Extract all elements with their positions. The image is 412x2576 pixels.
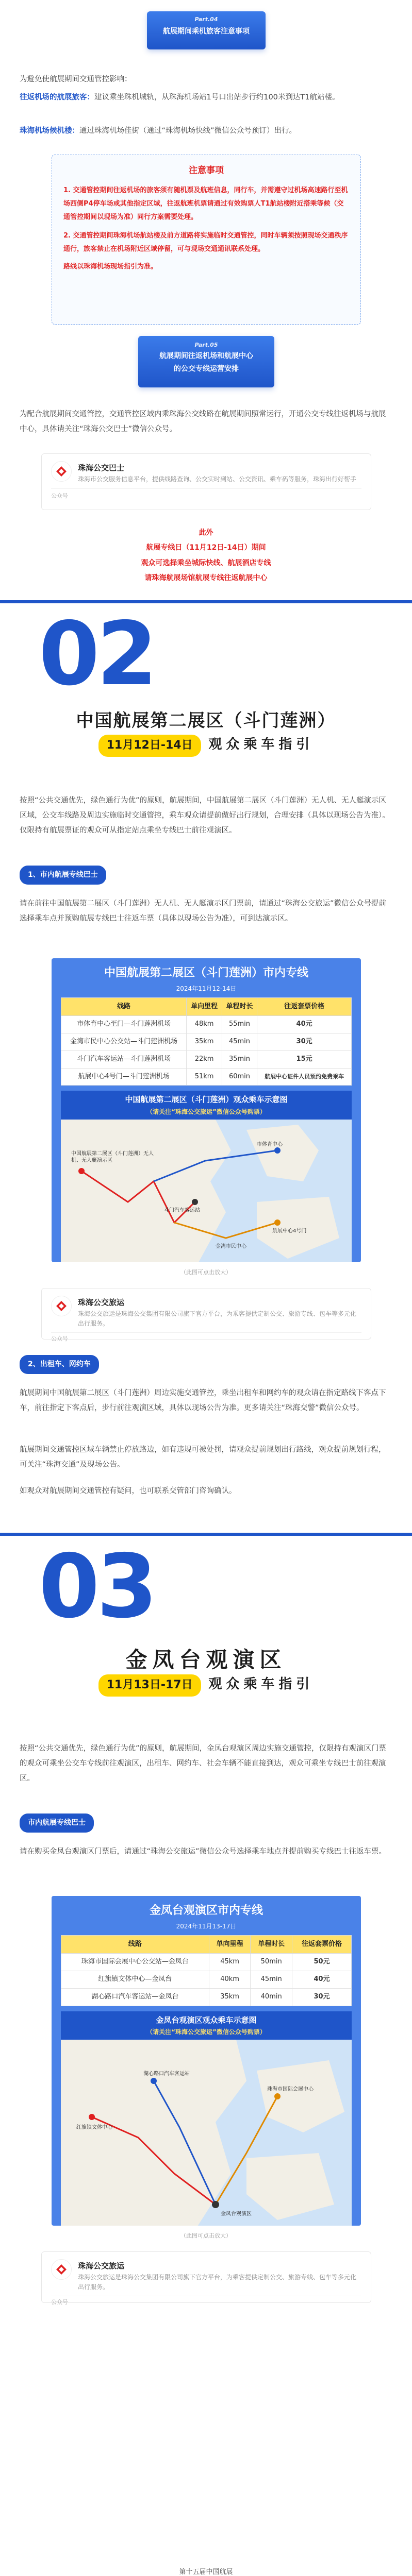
- guide-1-label: 往返机场的航展旅客：: [20, 93, 94, 101]
- account-card-zhuhai-travel-2[interactable]: [41, 2251, 371, 2306]
- section02-para2: 航展期间中国航展第二展区（斗门莲洲）周边实施交通管控，乘坐出租车和网约车的观众请在指定路线下客点下车，前往指定下客点后，步行前往观演区域，具体以现场公告为准。更多请关注“珠海交警”微信公众号。: [20, 1389, 386, 1412]
- section03-chip1-wrap: [20, 1814, 94, 1833]
- section03-map-area: [61, 2040, 352, 2226]
- section03-map-banner-sub: （请关注“珠海公交旅运”微信公众号购票）: [146, 2028, 266, 2036]
- cell: 斗门汽车客运站—斗门莲洲机场: [61, 1050, 187, 1068]
- part05-badge: [138, 336, 274, 387]
- red-notice-4: 请珠海航展场馆航展专线往返航展中心: [144, 574, 268, 583]
- part05-title-2: 的公交专线运营安排: [174, 364, 239, 373]
- cell: 55min: [222, 1016, 257, 1033]
- section02-map-svg: [61, 1120, 352, 1263]
- part05-tag: Part.05: [194, 342, 218, 348]
- cell: 50min: [251, 1954, 292, 1971]
- notice-box: [52, 155, 361, 325]
- table-row: [61, 1988, 352, 2006]
- section03-chip1: 市内航展专线巴士: [20, 1814, 94, 1833]
- col-route: 线路: [61, 1935, 209, 1954]
- guide-1: [0, 90, 412, 105]
- section03-subtitle: 观众乘车指引: [208, 1676, 314, 1692]
- account-name: 珠海公交旅运: [78, 1298, 125, 1307]
- section02-para3: 航展期间交通管控区域车辆禁止停放路边，如有违规可被处罚，请观众提前规划出行路线，观众提前规划行程，可关注“珠海交通”及现场公告。: [20, 1446, 386, 1469]
- section02-map-header: 中国航展第二展区（斗门莲洲）市内专线: [104, 967, 308, 979]
- cell: 45km: [209, 1954, 251, 1971]
- cell: 40元: [292, 1971, 352, 1989]
- section03-caption: （此图可点击放大）: [180, 2232, 232, 2239]
- cell: 金湾市民中心公交站—斗门莲洲机场: [61, 1033, 187, 1051]
- cell: 45min: [251, 1971, 292, 1989]
- map-place-1: 红旗镇文体中心: [76, 2124, 112, 2130]
- part04-tag: Part.04: [194, 16, 218, 23]
- section03-header: [0, 1533, 412, 1698]
- section02-para4: 如观众对航展期间交通管控有疑问，也可联系交管部门咨询确认。: [20, 1487, 237, 1495]
- cell: 30元: [257, 1033, 352, 1051]
- cell: 35km: [209, 1988, 251, 2006]
- cell: 35min: [222, 1050, 257, 1068]
- cell: 红旗镇文体中心—金凤台: [61, 1971, 209, 1989]
- map-place-2: 中国航展第二展区（斗门莲洲）无人机、无人艇演示区: [71, 1150, 154, 1163]
- section02-intro: 按照“公共交通优先，绿色通行为优”的原则，航展期间，中国航展第二展区（斗门莲洲）无人机、无人艇演示区区域，公交车线路及周边实施临时交通管控，乘车观众请提前做好出行规划，合理安排（具体以现场公告为准）。仅限持有航展票证的观众可从指定站点乘坐专线巴士前往观演区。: [20, 796, 390, 835]
- closing-lines: [0, 2566, 412, 2576]
- red-notice: [0, 526, 412, 586]
- cell: 48km: [187, 1016, 222, 1033]
- section02-chip1: 1、市内航展专线巴士: [20, 866, 106, 885]
- cell: 50元: [292, 1954, 352, 1971]
- map-place-1: 市体育中心: [257, 1141, 283, 1147]
- section02-chip1-wrap: [20, 866, 106, 885]
- cell: 40km: [209, 1971, 251, 1989]
- notice-title: 注意事项: [189, 165, 224, 176]
- section03-para1: 请在购买金凤台观演区门票后，请通过“珠海公交旅运”微信公众号选择乘车地点并提前购买专线巴士往返车票。: [20, 1848, 387, 1856]
- zhuhai-travel-logo-icon: [51, 2259, 72, 2280]
- section02-caption: （此图可点击放大）: [180, 1269, 232, 1276]
- part05-paragraph: 为配合航展期间交通管控，交通管控区域内乘珠海公交线路在航展期间照常运行，开通公交专线往返机场与航展中心，具体请关注“珠海公交巴士”微信公众号。: [20, 410, 386, 433]
- section03-title: 金凤台观演区: [125, 1647, 287, 1672]
- zhuhai-bus-logo-icon: [51, 461, 72, 482]
- cell: 40min: [251, 1988, 292, 2006]
- cell: 珠海市国际会展中心公交站—金凤台: [61, 1954, 209, 1971]
- account-footer: 公众号: [51, 488, 361, 501]
- section02-map-banner-sub: （请关注“珠海公交旅运”微信公众号购票）: [146, 1108, 266, 1115]
- col-distance: 单向里程: [209, 1935, 251, 1954]
- guide-2-text: 通过珠海机场佳街（通过“珠海机场快线”微信公众号预订）出行。: [79, 127, 297, 135]
- col-route: 线路: [61, 997, 187, 1016]
- table-row: [61, 1954, 352, 1971]
- part04-title: 航展期间乘机旅客注意事项: [163, 27, 250, 36]
- account-footer: 公众号: [51, 2296, 361, 2307]
- table-row: [61, 1033, 352, 1051]
- red-notice-2: 航展专线日（11月12日-14日）期间: [146, 544, 266, 552]
- section02-subtitle-row: [0, 733, 412, 757]
- notice-item-2: 2. 交通管控期间珠海机场航站楼及前方道路将实施临时交通管控，同时车辆须按照现场交通秩序通行，旅客禁止在机场附近区域停留，可与现场交通通讯联系处理。: [63, 231, 348, 253]
- account-name: 珠海公交旅运: [78, 2261, 125, 2270]
- section02-route-table: [61, 997, 352, 1086]
- cell: 40元: [257, 1016, 352, 1033]
- cell: 航展中心证件人员预约免费乘车: [257, 1068, 352, 1086]
- section03-route-table: [61, 1935, 352, 2006]
- section03-number: 03: [39, 1536, 155, 1638]
- guide-1-text: 建议乘坐珠机城轨，从珠海机场站1号口出站步行约100米到达T1航站楼。: [94, 93, 340, 101]
- col-price: 往返套票价格: [257, 997, 352, 1016]
- guide-2: [0, 124, 412, 139]
- col-duration: 单程时长: [251, 1935, 292, 1954]
- section02-map-banner: [61, 1091, 352, 1119]
- section02-title: 中国航展第二展区（斗门莲洲）: [76, 710, 336, 731]
- section02-map-area: [61, 1120, 352, 1263]
- col-price: 往返套票价格: [292, 1935, 352, 1954]
- part05-title: 航展期间往返机场和航展中心: [159, 352, 253, 361]
- intro-paragraph: 为避免使航展期间交通管控影响：: [20, 75, 132, 83]
- cell: 航展中心4号门—斗门莲洲机场: [61, 1068, 187, 1086]
- zhuhai-travel-logo-icon: [51, 1296, 72, 1316]
- section02-subtitle: 观众乘车指引: [208, 737, 314, 752]
- section02-chip2-wrap: [20, 1355, 99, 1374]
- section03-intro: 按照“公共交通优先，绿色通行为优”的原则，航展期间，金凤台观演区周边实施交通管控，仅限持有观演区门票的观众可乘坐公交车专线前往观演区，出租车、网约车、社会车辆不能直接到达，观众可乘坐专线巴士前往观演区。: [20, 1744, 387, 1783]
- cell: 35km: [187, 1033, 222, 1051]
- section02-dates: 11月12日-14日: [98, 735, 201, 757]
- table-row: [61, 1068, 352, 1086]
- section03-map-banner: [61, 2011, 352, 2040]
- red-notice-3: 观众可选择乘坐城际快线、航展酒店专线: [141, 558, 271, 567]
- notice-item-3: 路线以珠海机场现场指引为准。: [63, 262, 158, 270]
- section03-map-svg: [61, 2040, 352, 2226]
- cell: 15元: [257, 1050, 352, 1068]
- table-row: [61, 1050, 352, 1068]
- notice-item-1: 1. 交通管控期间往返机场的旅客须有随机票及航班信息，同行车，并需遵守过机场高速路行至机场西侧P4停车场或其他指定区域，往返航班机票请通过有效购票人T1航站楼附近搭乘等候（交通管控期间以现场为准）同行方案需要处理。: [63, 186, 348, 221]
- map-place-3: 斗门汽车客运站: [164, 1207, 200, 1213]
- map-place-5: 航展中心4号门: [272, 1228, 307, 1234]
- section03-subtitle-row: [0, 1673, 412, 1697]
- section03-map-card[interactable]: [52, 1896, 361, 2226]
- cell: 22km: [187, 1050, 222, 1068]
- section02-number: 02: [39, 603, 155, 705]
- section02-map-card[interactable]: [52, 958, 361, 1262]
- section03-dates: 11月13日-17日: [98, 1674, 201, 1697]
- cell: 45min: [222, 1033, 257, 1051]
- closing-line-1: 第十五届中国航展: [179, 2568, 233, 2576]
- account-desc: 珠海公交旅运是珠海公交集团有限公司旗下官方平台，为乘客提供定制公交、旅游专线、包车等多元化出行服务。: [78, 1310, 357, 1328]
- cell: 60min: [222, 1068, 257, 1086]
- part04-badge: [147, 11, 266, 49]
- account-desc: 珠海市公交服务信息平台，提供线路查询、公交实时到站、公交资讯、乘车码等服务，珠海出行好帮手: [78, 476, 357, 483]
- account-footer: 公众号: [51, 1332, 361, 1344]
- map-place-4: 金凤台观演区: [221, 2211, 252, 2217]
- section03-map-banner-title: 金凤台观演区观众乘车示意图: [156, 2015, 257, 2025]
- cell: 湖心路口汽车客运站—金凤台: [61, 1988, 209, 2006]
- section02-map-banner-title: 中国航展第二展区（斗门莲洲）观众乘车示意图: [125, 1095, 288, 1105]
- section03-map-date: 2024年11月13-17日: [176, 1922, 237, 1930]
- guide-2-label: 珠海机场候机楼：: [20, 127, 79, 135]
- red-notice-1: 此外: [199, 529, 213, 537]
- map-place-3: 珠海市国际会展中心: [267, 2086, 314, 2092]
- map-place-2: 湖心路口汽车客运站: [143, 2071, 190, 2077]
- section02-map-date: 2024年11月12-14日: [176, 985, 237, 992]
- cell: 市体育中心至门—斗门莲洲机场: [61, 1016, 187, 1033]
- account-desc: 珠海公交旅运是珠海公交集团有限公司旗下官方平台，为乘客提供定制公交、旅游专线、包车等多元化出行服务。: [78, 2274, 357, 2291]
- cell: 30元: [292, 1988, 352, 2006]
- table-row: [61, 1971, 352, 1989]
- col-distance: 单向里程: [187, 997, 222, 1016]
- account-name: 珠海公交巴士: [78, 463, 125, 472]
- cell: 51km: [187, 1068, 222, 1086]
- table-row: [61, 1016, 352, 1033]
- map-place-4: 金湾市民中心: [216, 1243, 246, 1249]
- account-card-zhuhai-travel[interactable]: [41, 1288, 371, 1340]
- section03-map-header: 金凤台观演区市内专线: [149, 1904, 263, 1917]
- col-duration: 单程时长: [222, 997, 257, 1016]
- account-card-zhuhai-bus[interactable]: [41, 453, 371, 510]
- section02-para1: 请在前往中国航展第二展区（斗门莲洲）无人机、无人艇演示区门票前，请通过“珠海公交旅运”微信公众号提前选择乘车点并预购航展专线巴士往返车票（具体以现场公告为准），可到达演示区。: [20, 900, 387, 923]
- section02-chip2: 2、出租车、网约车: [20, 1355, 99, 1374]
- section02-header: [0, 600, 412, 750]
